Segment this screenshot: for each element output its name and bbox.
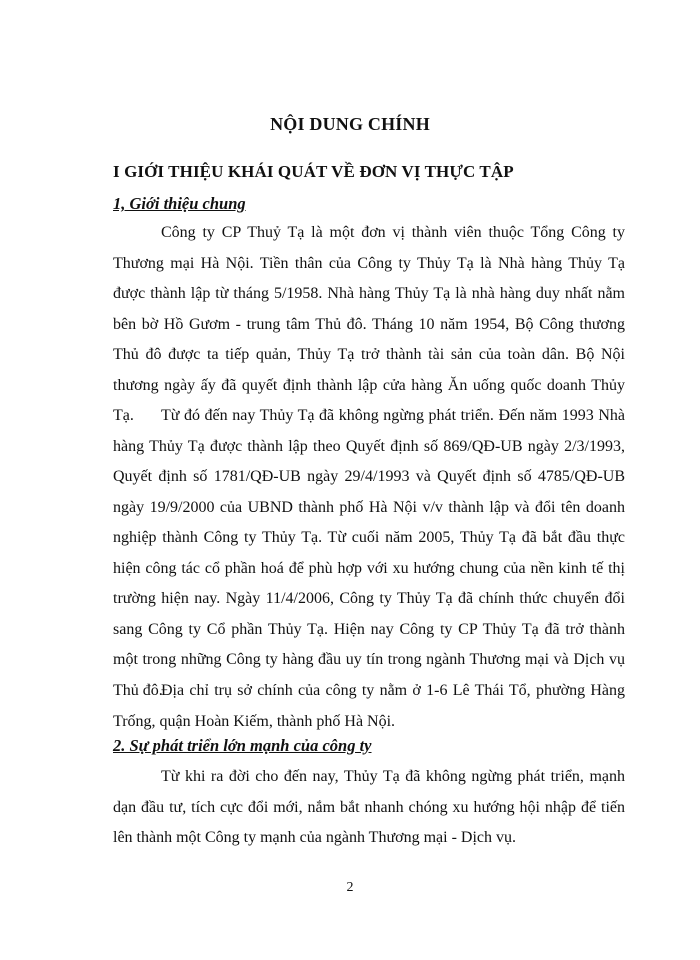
- page-title: NỘI DUNG CHÍNH: [270, 114, 430, 134]
- subsection-heading-introduction: 1, Giới thiệu chung: [113, 194, 246, 213]
- paragraph-history: Từ đó đến nay Thủy Tạ đã không ngừng phát triển. Đến năm 1993 Nhà hàng Thủy Tạ được thành lập theo Quyết định số 869/QĐ-UB ngày 2/3/1993, Quyết định số 1781/QĐ-UB ngày 29/4/1993 và Quyết định số 4785/QĐ-UB ngày 19/9/2000 của UBND thành phố Hà Nội v/v thành lập và đổi tên doanh nghiệp thành Công ty Thủy Tạ. Từ cuối năm 2005, Thủy Tạ đã bắt đầu thực hiện công tác cổ phần hoá để phù hợp với xu hướng chung của nền kinh tế thị trường hiện nay. Ngày 11/4/2006, Công ty Thủy Tạ đã chính thức chuyển đổi sang Công ty Cổ phần Thủy Tạ. Hiện nay Công ty CP Thủy Tạ đã trở thành một trong những Công ty hàng đầu uy tín trong ngành Thương mại và Dịch vụ Thủ đô.: [113, 407, 625, 699]
- section-heading: I GIỚI THIỆU KHÁI QUÁT VỀ ĐƠN VỊ THỰC TẬP: [113, 162, 514, 181]
- paragraph-address: Địa chỉ trụ sở chính của công ty nằm ở 1-6 Lê Thái Tổ, phường Hàng Trống, quận Hoàn Kiếm, thành phố Hà Nội.: [113, 682, 625, 730]
- paragraph-introduction: Công ty CP Thuỷ Tạ là một đơn vị thành viên thuộc Tổng Công ty Thương mại Hà Nội. Tiền thân của Công ty Thủy Tạ là Nhà hàng Thủy Tạ được thành lập từ tháng 5/1958. Nhà hàng Thủy Tạ là nhà hàng duy nhất nằm bên bờ Hồ Gươm - trung tâm Thủ đô. Tháng 10 năm 1954, Bộ Công thương Thủ đô được ta tiếp quản, Thủy Tạ trở thành tài sản của toàn dân. Bộ Nội thương ngày ấy đã quyết định thành lập cửa hàng Ăn uống quốc doanh Thủy Tạ.: [113, 224, 625, 424]
- paragraph-development: Từ khi ra đời cho đến nay, Thủy Tạ đã không ngừng phát triển, mạnh dạn đầu tư, tích cực đổi mới, nắm bắt nhanh chóng xu hướng hội nhập để tiến lên thành một Công ty mạnh của ngành Thương mại - Dịch vụ.: [113, 768, 625, 846]
- page-number: 2: [346, 880, 354, 895]
- subsection-heading-development: 2. Sự phát triển lớn mạnh của công ty: [113, 736, 372, 755]
